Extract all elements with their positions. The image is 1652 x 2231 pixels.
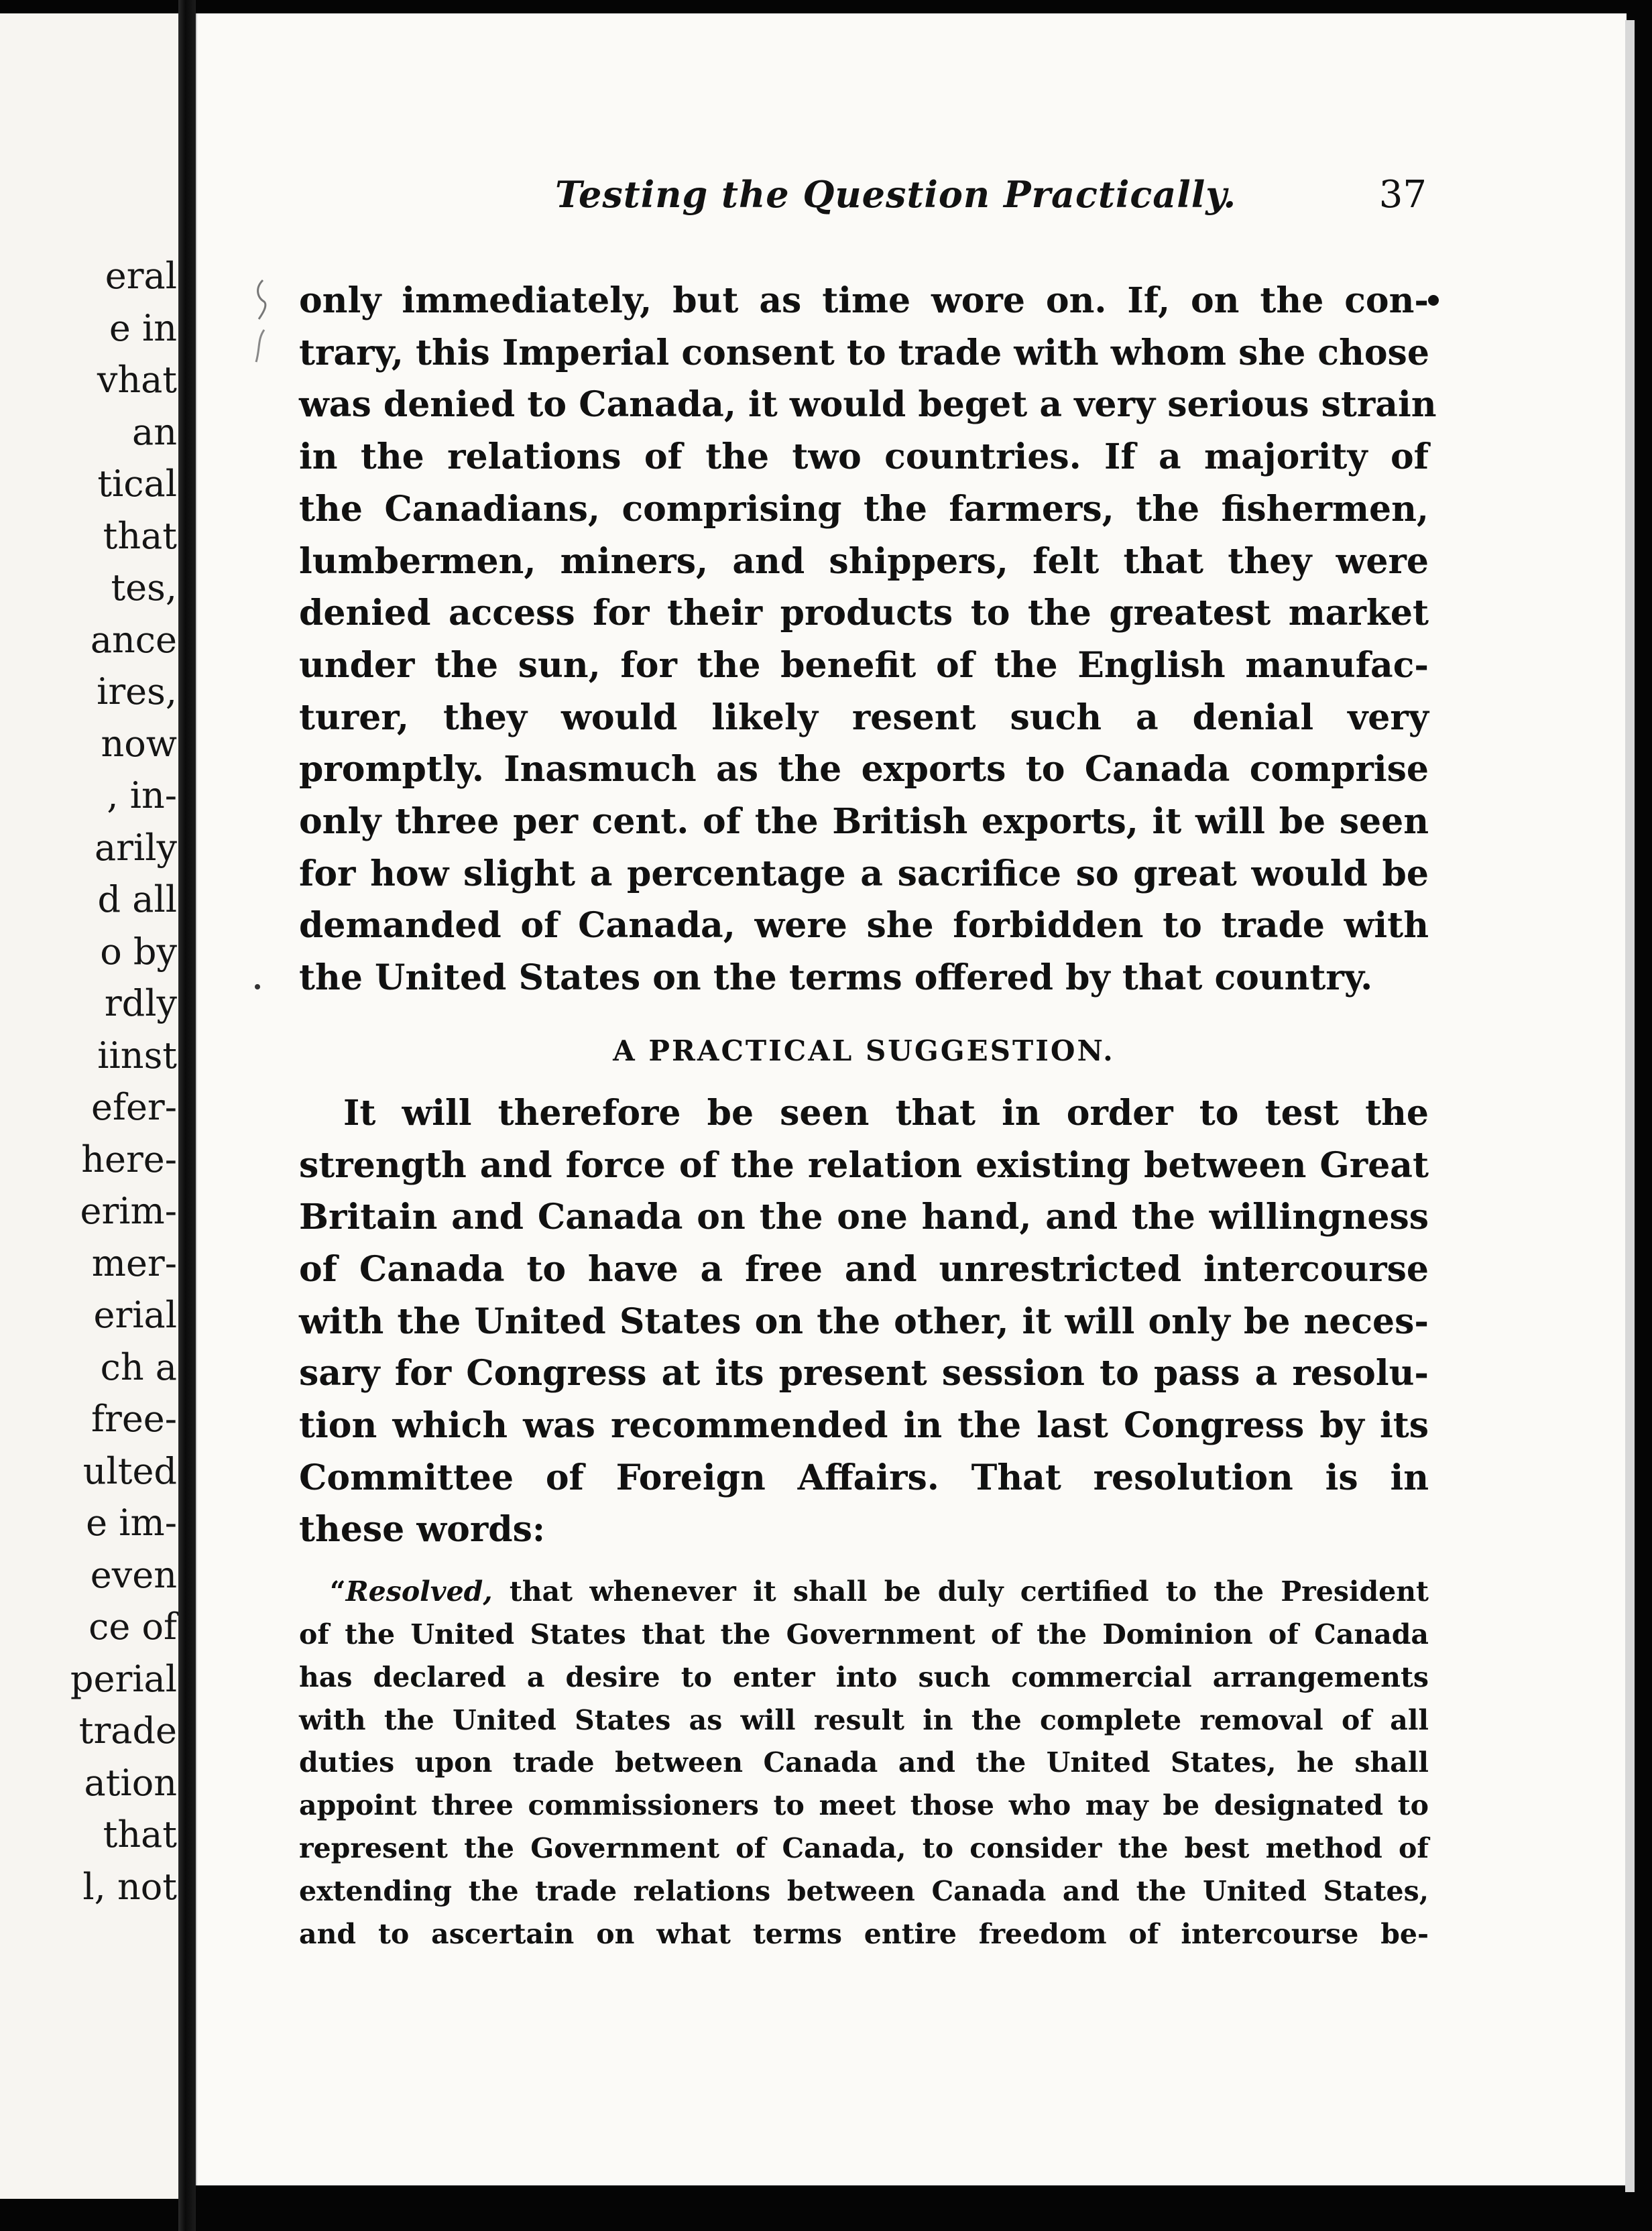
resolved-word: Resolved, bbox=[345, 1575, 493, 1608]
text-line: trary, this Imperial consent to trade with whom she chose bbox=[299, 332, 1429, 373]
left-page-fragment: that bbox=[103, 1813, 177, 1856]
text-line: only three per cent. of the British exports, it will be seen bbox=[299, 801, 1429, 843]
quote-line: with the United States as will result in the complete removal of all bbox=[299, 1703, 1429, 1736]
text-line: lumbermen, miners, and shippers, felt that they were bbox=[299, 540, 1429, 582]
left-page-fragment: ch a bbox=[100, 1345, 177, 1388]
open-quote: “ bbox=[330, 1575, 346, 1608]
left-page-fragment: ires, bbox=[97, 670, 177, 713]
left-page-fragment: trade bbox=[78, 1709, 177, 1752]
left-page-fragment: ation bbox=[84, 1761, 177, 1804]
text-line: under the sun, for the benefit of the English manufac- bbox=[299, 644, 1429, 686]
text-line: sary for Congress at its present session to pass a resolu- bbox=[299, 1353, 1429, 1394]
text-line: the Canadians, comprising the farmers, the fishermen, bbox=[299, 488, 1429, 530]
page-edge bbox=[1625, 20, 1635, 2192]
text-line: It will therefore be seen that in order to test the bbox=[343, 1092, 1429, 1134]
text-line: these words: bbox=[299, 1509, 546, 1551]
quote-line: of the United States that the Government of the Dominion of Canada bbox=[299, 1618, 1429, 1650]
text-line: tion which was recommended in the last Congress by its bbox=[299, 1405, 1429, 1447]
quote-line bbox=[299, 1571, 1429, 1614]
left-page-fragment: rdly bbox=[104, 982, 177, 1024]
left-page-fragment: , in- bbox=[107, 774, 177, 817]
left-page-fragment: erim- bbox=[80, 1190, 177, 1232]
quote-line: appoint three commissioners to meet those who may be designated to bbox=[299, 1789, 1429, 1822]
page-number: 37 bbox=[1378, 173, 1427, 217]
quote-line: has declared a desire to enter into such commercial arrangements bbox=[299, 1661, 1429, 1693]
text-line: demanded of Canada, were she forbidden to trade with bbox=[299, 905, 1429, 947]
margin-dot bbox=[1428, 295, 1439, 306]
text-line: Britain and Canada on the one hand, and the willingness bbox=[299, 1197, 1429, 1238]
page-body bbox=[299, 275, 1437, 1955]
running-title: Testing the Question Practically. bbox=[555, 173, 1237, 216]
left-page-fragment: iinst bbox=[97, 1034, 177, 1077]
quote-line: and to ascertain on what terms entire freedom of intercourse be- bbox=[299, 1917, 1429, 1950]
left-page-fragment: arily bbox=[94, 826, 177, 869]
left-page-fragment: tical bbox=[97, 463, 177, 505]
paragraph-continued bbox=[299, 275, 1437, 1004]
left-page-fragment: vhat bbox=[97, 359, 177, 401]
left-page-fragment: efer- bbox=[91, 1086, 177, 1128]
left-page-fragment: o by bbox=[100, 930, 177, 973]
text-line: strength and force of the relation existing between Great bbox=[299, 1144, 1429, 1186]
text-line: turer, they would likely resent such a denial very bbox=[299, 697, 1429, 738]
left-page-fragment: now bbox=[101, 722, 177, 765]
left-page-fragment: ance bbox=[90, 618, 177, 661]
quote-line: extending the trade relations between Canada and the United States, bbox=[299, 1874, 1429, 1907]
pencil-margin-mark bbox=[248, 275, 275, 375]
quote-line: duties upon trade between Canada and the United States, he shall bbox=[299, 1746, 1429, 1779]
running-head bbox=[354, 173, 1427, 227]
left-page-fragment: free- bbox=[91, 1398, 177, 1440]
left-page-fragment: tes, bbox=[111, 566, 177, 609]
left-facing-page bbox=[0, 13, 186, 2199]
text-line: with the United States on the other, it will only be neces- bbox=[299, 1301, 1429, 1342]
left-page-fragment: an bbox=[132, 410, 177, 453]
text-line: in the relations of the two countries. If a majority of bbox=[299, 436, 1429, 478]
section-heading: A PRACTICAL SUGGESTION. bbox=[613, 1034, 1115, 1067]
stray-mark bbox=[255, 984, 260, 989]
text-line: promptly. Inasmuch as the exports to Canada comprise bbox=[299, 749, 1429, 790]
left-page-fragment: ce of bbox=[88, 1606, 177, 1648]
quote-line: represent the Government of Canada, to consider the best method of bbox=[299, 1831, 1429, 1864]
text-line: the United States on the terms offered by that country. bbox=[299, 957, 1373, 999]
left-page-fragment: perial bbox=[70, 1657, 177, 1700]
left-page-fragment: e in bbox=[109, 306, 177, 349]
left-page-fragment: e im- bbox=[86, 1502, 177, 1544]
resolution-quote bbox=[299, 1571, 1429, 1955]
text-line: Committee of Foreign Affairs. That resolution is in bbox=[299, 1457, 1429, 1498]
left-page-fragment: that bbox=[103, 514, 177, 557]
text-line: for how slight a percentage a sacrifice so great would be bbox=[299, 853, 1429, 894]
text-line: of Canada to have a free and unrestricted intercourse bbox=[299, 1248, 1429, 1290]
left-page-fragment: mer- bbox=[91, 1242, 177, 1284]
left-page-fragment: even bbox=[90, 1553, 177, 1596]
text-line: was denied to Canada, it would beget a very serious strain bbox=[299, 384, 1437, 426]
quote-text: that whenever it shall be duly certified to the President bbox=[492, 1575, 1429, 1608]
paragraph bbox=[299, 1087, 1429, 1556]
book-gutter bbox=[178, 0, 196, 2231]
left-page-fragment: l, not bbox=[82, 1865, 177, 1908]
left-page-fragment: eral bbox=[105, 255, 177, 297]
text-line: only immediately, but as time wore on. If, on the con- bbox=[299, 280, 1429, 321]
left-page-fragment: erial bbox=[93, 1294, 177, 1336]
left-page-fragment: here- bbox=[81, 1138, 177, 1181]
left-page-fragment: d all bbox=[97, 878, 177, 920]
left-page-fragment: ulted bbox=[82, 1449, 177, 1492]
text-line: denied access for their products to the greatest market bbox=[299, 593, 1429, 634]
